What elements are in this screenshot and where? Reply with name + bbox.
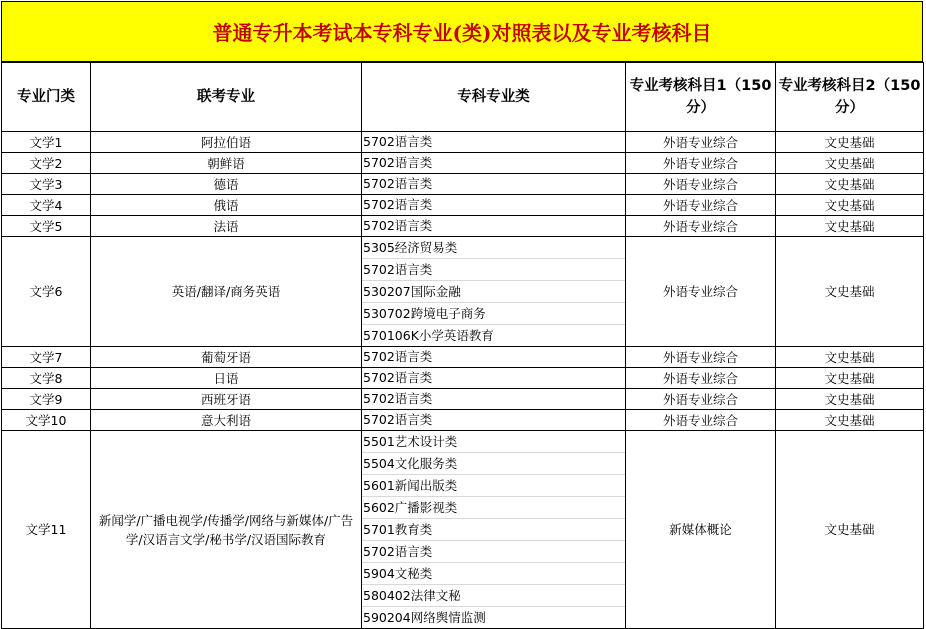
cell-category: 文学8: [2, 368, 91, 389]
cell-subject1: 外语专业综合: [626, 410, 776, 431]
cell-subject1: 外语专业综合: [626, 237, 776, 347]
college-major-item: 5702语言类: [363, 134, 433, 149]
cell-college: [362, 153, 626, 174]
cell-college: [362, 174, 626, 195]
header-major: 联考专业: [91, 63, 362, 132]
cell-subject1: 外语专业综合: [626, 153, 776, 174]
cell-subject2: 文史基础: [776, 174, 924, 195]
table-row: [2, 431, 924, 629]
cell-subject2: 文史基础: [776, 431, 924, 629]
college-major-item: 590204网络舆情监测: [363, 610, 486, 625]
cell-category: 文学11: [2, 431, 91, 629]
table-row: [2, 132, 924, 153]
cell-subject2: 文史基础: [776, 216, 924, 237]
cell-major: 朝鲜语: [91, 153, 362, 174]
table-body: [2, 132, 924, 629]
college-major-item: 5702语言类: [362, 259, 625, 281]
college-major-item: 5702语言类: [363, 370, 433, 385]
cell-major: 阿拉伯语: [91, 132, 362, 153]
cell-subject2: 文史基础: [776, 368, 924, 389]
college-major-item: 5702语言类: [362, 541, 625, 563]
cell-subject2: 文史基础: [776, 347, 924, 368]
table-row: [2, 347, 924, 368]
cell-college: [362, 431, 626, 629]
cell-major: 新闻学/广播电视学/传播学/网络与新媒体/广告学/汉语言文学/秘书学/汉语国际教育: [91, 431, 362, 629]
college-major-item: 5602广播影视类: [362, 497, 625, 519]
cell-major: 意大利语: [91, 410, 362, 431]
table-row: [2, 368, 924, 389]
cell-subject2: 文史基础: [776, 153, 924, 174]
cell-subject2: 文史基础: [776, 237, 924, 347]
cell-subject1: 外语专业综合: [626, 368, 776, 389]
cell-major: 葡萄牙语: [91, 347, 362, 368]
cell-subject2: 文史基础: [776, 410, 924, 431]
college-major-item: 530702跨境电子商务: [362, 303, 625, 325]
cell-major: 西班牙语: [91, 389, 362, 410]
cell-category: 文学2: [2, 153, 91, 174]
college-major-item: 5702语言类: [363, 197, 433, 212]
cell-subject2: 文史基础: [776, 195, 924, 216]
college-major-item: 570106K小学英语教育: [363, 328, 494, 343]
cell-college: [362, 195, 626, 216]
table-title: 普通专升本考试本专科专业(类)对照表以及专业考核科目: [1, 1, 923, 62]
cell-subject1: 外语专业综合: [626, 195, 776, 216]
cell-college: [362, 368, 626, 389]
cell-major: 法语: [91, 216, 362, 237]
cell-major: 德语: [91, 174, 362, 195]
cell-category: 文学5: [2, 216, 91, 237]
cell-college: [362, 132, 626, 153]
cell-category: 文学9: [2, 389, 91, 410]
cell-category: 文学3: [2, 174, 91, 195]
cell-major: 英语/翻译/商务英语: [91, 237, 362, 347]
cell-subject1: 外语专业综合: [626, 347, 776, 368]
college-major-item: 5504文化服务类: [362, 453, 625, 475]
table-row: [2, 389, 924, 410]
college-major-item: 5702语言类: [363, 155, 433, 170]
college-major-item: 5702语言类: [363, 349, 433, 364]
cell-college: [362, 237, 626, 347]
college-major-item: 5701教育类: [362, 519, 625, 541]
college-major-item: 5305经济贸易类: [362, 237, 625, 259]
table-row: [2, 410, 924, 431]
college-major-item: 5601新闻出版类: [362, 475, 625, 497]
cell-subject2: 文史基础: [776, 132, 924, 153]
college-major-item: 530207国际金融: [362, 281, 625, 303]
table-row: [2, 237, 924, 347]
cell-major: 日语: [91, 368, 362, 389]
cell-college: [362, 216, 626, 237]
cell-college: [362, 347, 626, 368]
college-major-item: 5702语言类: [363, 391, 433, 406]
cell-subject1: 外语专业综合: [626, 216, 776, 237]
cell-subject1: 外语专业综合: [626, 174, 776, 195]
cell-college: [362, 389, 626, 410]
college-major-item: 5702语言类: [363, 412, 433, 427]
cell-major: 俄语: [91, 195, 362, 216]
cell-college: [362, 410, 626, 431]
header-subject1: 专业考核科目1（150分）: [626, 63, 776, 132]
header-college: 专科专业类: [362, 63, 626, 132]
cell-subject1: 外语专业综合: [626, 389, 776, 410]
college-major-item: 5702语言类: [363, 218, 433, 233]
table-row: [2, 153, 924, 174]
header-category: 专业门类: [2, 63, 91, 132]
college-major-item: 5501艺术设计类: [362, 431, 625, 453]
cell-subject2: 文史基础: [776, 389, 924, 410]
college-major-item: 5904文秘类: [362, 563, 625, 585]
college-major-item: 5702语言类: [363, 176, 433, 191]
table-row: [2, 174, 924, 195]
cell-category: 文学10: [2, 410, 91, 431]
table-row: [2, 216, 924, 237]
table-row: [2, 195, 924, 216]
cell-category: 文学4: [2, 195, 91, 216]
cell-category: 文学7: [2, 347, 91, 368]
cell-subject1: 新媒体概论: [626, 431, 776, 629]
cell-category: 文学1: [2, 132, 91, 153]
college-major-item: 580402法律文秘: [362, 585, 625, 607]
major-comparison-table: [1, 62, 924, 629]
header-subject2: 专业考核科目2（150分）: [776, 63, 924, 132]
cell-category: 文学6: [2, 237, 91, 347]
cell-subject1: 外语专业综合: [626, 132, 776, 153]
header-row: [2, 63, 924, 132]
